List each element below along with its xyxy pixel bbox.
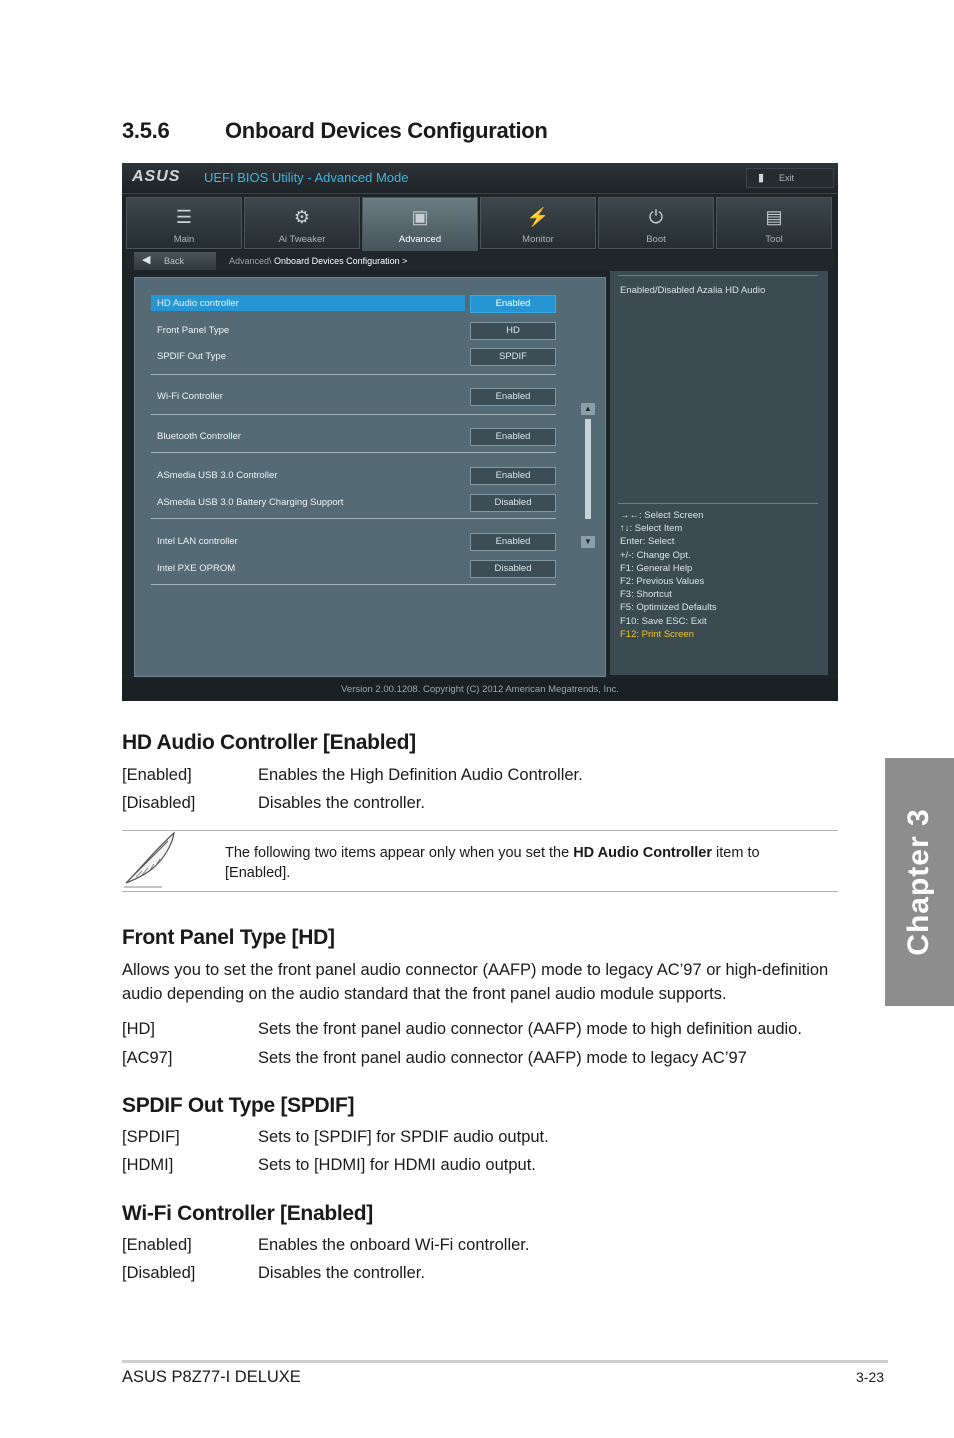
setting-asmedia-charging[interactable] bbox=[151, 494, 465, 510]
key-line: ↑↓: Select Item bbox=[620, 523, 683, 535]
tab-tool[interactable] bbox=[716, 197, 832, 249]
divider bbox=[151, 374, 556, 375]
setting-spdif[interactable] bbox=[151, 348, 465, 364]
asus-logo: ASUS bbox=[132, 168, 181, 185]
setting-label: HD Audio controller bbox=[157, 298, 239, 309]
scroll-up-icon[interactable]: ▲ bbox=[581, 403, 595, 415]
setting-value-spdif[interactable]: SPDIF bbox=[470, 348, 556, 366]
setting-value-front-panel[interactable]: HD bbox=[470, 322, 556, 340]
setting-label: ASmedia USB 3.0 Battery Charging Support bbox=[157, 497, 344, 508]
tab-label: Main bbox=[173, 234, 195, 245]
section-number: 3.5.6 bbox=[122, 118, 170, 143]
note-suffix: item to [Enabled]. bbox=[225, 845, 760, 881]
option-key: [AC97] bbox=[122, 1049, 173, 1067]
bios-title: UEFI BIOS Utility - Advanced Mode bbox=[204, 170, 409, 185]
bios-footer: Version 2.00.1208. Copyright (C) 2012 American Megatrends, Inc. bbox=[122, 679, 838, 701]
breadcrumb-parent[interactable]: Advanced\ bbox=[229, 256, 272, 266]
setting-label: SPDIF Out Type bbox=[157, 351, 226, 362]
setting-intel-pxe[interactable] bbox=[151, 560, 465, 576]
note-box bbox=[122, 830, 838, 892]
option-row bbox=[122, 1020, 802, 1039]
tab-main[interactable] bbox=[126, 197, 242, 249]
footer-page-number: 3-23 bbox=[856, 1369, 885, 1385]
tweaker-icon: ⚙ bbox=[293, 207, 311, 227]
breadcrumb bbox=[229, 256, 407, 266]
option-row bbox=[122, 766, 583, 785]
setting-intel-lan[interactable] bbox=[151, 533, 465, 549]
tab-label: Boot bbox=[646, 234, 666, 245]
bios-tabs bbox=[126, 197, 834, 249]
option-key: [Disabled] bbox=[122, 794, 196, 812]
key-line: F5: Optimized Defaults bbox=[620, 602, 717, 614]
option-row bbox=[122, 1156, 536, 1175]
scroll-down-icon[interactable]: ▼ bbox=[581, 536, 595, 548]
bios-title-bar bbox=[122, 163, 838, 194]
tab-boot[interactable] bbox=[598, 197, 714, 249]
setting-label: Intel LAN controller bbox=[157, 536, 238, 547]
option-desc: Sets to [HDMI] for HDMI audio output. bbox=[258, 1156, 536, 1174]
key-legend bbox=[620, 509, 717, 641]
back-arrow-icon: ◀ bbox=[142, 254, 151, 266]
setting-wifi[interactable] bbox=[151, 388, 465, 404]
tab-advanced[interactable] bbox=[362, 197, 478, 251]
setting-value-asmedia-charging[interactable]: Disabled bbox=[470, 494, 556, 512]
divider bbox=[618, 275, 818, 276]
back-label: Back bbox=[164, 256, 185, 266]
bios-screenshot bbox=[122, 163, 838, 701]
setting-label: ASmedia USB 3.0 Controller bbox=[157, 470, 278, 481]
help-text: Enabled/Disabled Azalia HD Audio bbox=[620, 285, 766, 296]
advanced-icon: ▣ bbox=[411, 207, 429, 227]
breadcrumb-bar bbox=[126, 251, 834, 271]
note-text bbox=[225, 843, 825, 883]
setting-bluetooth[interactable] bbox=[151, 428, 465, 444]
option-row bbox=[122, 1049, 747, 1068]
setting-label: Intel PXE OPROM bbox=[157, 563, 236, 574]
feather-pen-icon bbox=[122, 831, 182, 889]
option-key: [SPDIF] bbox=[122, 1128, 180, 1146]
printer-icon: ▤ bbox=[765, 207, 783, 227]
option-key: [Disabled] bbox=[122, 1264, 196, 1282]
setting-label: Bluetooth Controller bbox=[157, 431, 241, 442]
exit-button[interactable] bbox=[746, 168, 834, 188]
setting-label: Wi-Fi Controller bbox=[157, 391, 223, 402]
setting-label: Front Panel Type bbox=[157, 325, 230, 336]
exit-label: Exit bbox=[779, 173, 795, 183]
wifi-heading: Wi-Fi Controller [Enabled] bbox=[122, 1202, 373, 1225]
scroll-thumb[interactable] bbox=[585, 419, 591, 519]
divider bbox=[151, 518, 556, 519]
exit-icon: ▮ bbox=[758, 172, 765, 184]
key-line: F1: General Help bbox=[620, 562, 693, 574]
setting-value-hd-audio[interactable]: Enabled bbox=[470, 295, 556, 313]
tab-label: Monitor bbox=[522, 234, 554, 245]
section-heading bbox=[122, 118, 548, 144]
key-line: +/-: Change Opt. bbox=[620, 549, 691, 561]
setting-value-asmedia-usb3[interactable]: Enabled bbox=[470, 467, 556, 485]
chapter-label: Chapter 3 bbox=[902, 808, 935, 956]
chapter-tab bbox=[885, 758, 954, 1006]
option-row bbox=[122, 794, 425, 813]
hd-audio-heading: HD Audio Controller [Enabled] bbox=[122, 731, 416, 754]
setting-value-wifi[interactable]: Enabled bbox=[470, 388, 556, 406]
key-line: F2: Previous Values bbox=[620, 576, 705, 588]
list-icon: ☰ bbox=[175, 207, 193, 227]
option-row bbox=[122, 1264, 425, 1283]
monitor-icon: ⚡ bbox=[526, 207, 550, 227]
settings-panel bbox=[134, 277, 606, 677]
back-button[interactable] bbox=[134, 252, 216, 270]
scrollbar[interactable] bbox=[581, 403, 595, 548]
option-desc: Enables the High Definition Audio Controller. bbox=[258, 766, 583, 784]
section-title: Onboard Devices Configuration bbox=[225, 118, 548, 143]
tab-label: Ai Tweaker bbox=[278, 234, 326, 245]
spdif-heading: SPDIF Out Type [SPDIF] bbox=[122, 1094, 355, 1117]
key-line: F10: Save ESC: Exit bbox=[620, 615, 707, 627]
divider bbox=[151, 414, 556, 415]
note-bold: HD Audio Controller bbox=[573, 845, 713, 861]
footer-rule bbox=[122, 1360, 888, 1363]
tab-monitor[interactable] bbox=[480, 197, 596, 249]
tab-ai-tweaker[interactable] bbox=[244, 197, 360, 249]
option-desc: Enables the onboard Wi-Fi controller. bbox=[258, 1236, 530, 1254]
setting-asmedia-usb3[interactable] bbox=[151, 467, 465, 483]
setting-front-panel[interactable] bbox=[151, 322, 465, 338]
front-panel-heading: Front Panel Type [HD] bbox=[122, 926, 335, 949]
option-desc: Disables the controller. bbox=[258, 794, 425, 812]
tab-label: Tool bbox=[765, 234, 783, 245]
option-row bbox=[122, 1128, 549, 1147]
key-line: F3: Shortcut bbox=[620, 589, 672, 601]
option-desc: Sets the front panel audio connector (AAFP) mode to legacy AC’97 bbox=[258, 1049, 747, 1067]
option-key: [HDMI] bbox=[122, 1156, 174, 1174]
power-icon: ⏻ bbox=[648, 207, 664, 227]
setting-value-bluetooth[interactable]: Enabled bbox=[470, 428, 556, 446]
option-key: [Enabled] bbox=[122, 766, 192, 784]
option-desc: Sets to [SPDIF] for SPDIF audio output. bbox=[258, 1128, 549, 1146]
breadcrumb-current: Onboard Devices Configuration > bbox=[274, 256, 408, 266]
setting-value-intel-pxe[interactable]: Disabled bbox=[470, 560, 556, 578]
divider bbox=[151, 452, 556, 453]
setting-value-intel-lan[interactable]: Enabled bbox=[470, 533, 556, 551]
front-panel-body: Allows you to set the front panel audio connector (AAFP) mode to legacy AC’97 or high-definition audio depending on the audio standard that the front panel audio module supports. bbox=[122, 961, 829, 1003]
option-desc: Sets the front panel audio connector (AAFP) mode to high definition audio. bbox=[258, 1020, 802, 1038]
tab-label: Advanced bbox=[398, 234, 442, 245]
key-line-f12: F12: Print Screen bbox=[620, 628, 694, 640]
note-prefix: The following two items appear only when you set the bbox=[225, 845, 574, 861]
help-panel bbox=[610, 271, 828, 675]
option-desc: Disables the controller. bbox=[258, 1264, 425, 1282]
divider bbox=[151, 584, 556, 585]
key-line: →←: Select Screen bbox=[620, 510, 704, 521]
option-key: [Enabled] bbox=[122, 1236, 192, 1254]
setting-hd-audio[interactable] bbox=[151, 295, 465, 311]
key-line: Enter: Select bbox=[620, 536, 675, 548]
divider bbox=[618, 503, 818, 504]
option-key: [HD] bbox=[122, 1020, 155, 1038]
footer-product: ASUS P8Z77-I DELUXE bbox=[122, 1368, 301, 1386]
option-row bbox=[122, 1236, 529, 1255]
